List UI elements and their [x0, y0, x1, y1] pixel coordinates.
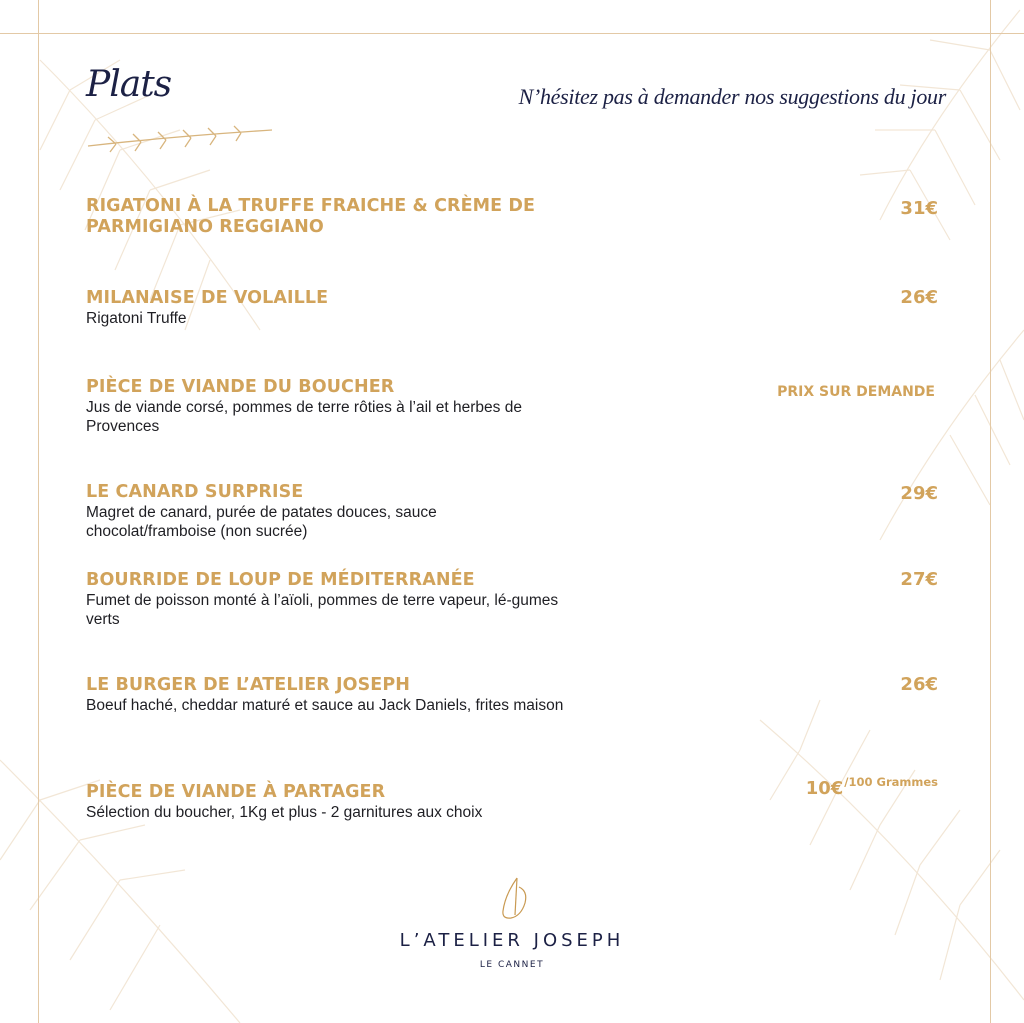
- menu-item: [86, 482, 646, 541]
- atelier-joseph-logo-icon: [495, 875, 531, 921]
- menu-item: [86, 288, 646, 328]
- menu-item-description: Sélection du boucher, 1Kg et plus - 2 garnitures aux choix: [86, 804, 483, 821]
- page-title: Plats: [86, 64, 172, 105]
- menu-item-price: 31€: [900, 198, 938, 219]
- menu-item-price: 29€: [900, 483, 938, 504]
- menu-item-price-value: 10€: [805, 778, 844, 799]
- menu-item-name: RIGATONI À LA TRUFFE FRAICHE & CRÈME DE PARMIGIANO REGGIANO: [86, 196, 536, 237]
- menu-item-description: Rigatoni Truffe: [86, 310, 187, 327]
- menu-item-description: Fumet de poisson monté à l’aïoli, pommes de terre vapeur, lé-gumes verts: [86, 592, 559, 628]
- menu-item-name: MILANAISE DE VOLAILLE: [86, 288, 329, 308]
- menu-item-price: 26€: [900, 287, 938, 308]
- menu-item: [86, 377, 646, 436]
- menu-item: [86, 196, 646, 238]
- menu-item-price: 26€: [900, 674, 938, 695]
- brand-name: L’ATELIER JOSEPH: [399, 930, 625, 951]
- menu-item-description: Magret de canard, purée de patates douces, sauce chocolat/framboise (non sucrée): [86, 504, 437, 540]
- menu-item-name: BOURRIDE DE LOUP DE MÉDITERRANÉE: [86, 570, 475, 590]
- menu-item-price-unit: /100 Grammes: [844, 775, 938, 789]
- menu-item-name: LE CANARD SURPRISE: [86, 482, 304, 502]
- frame-left-line: [38, 0, 39, 1023]
- menu-item-price: [806, 775, 938, 799]
- menu-item-name: PIÈCE DE VIANDE À PARTAGER: [86, 782, 386, 802]
- menu-item-price: 27€: [900, 569, 938, 590]
- brand-location: LE CANNET: [479, 960, 545, 970]
- menu-item-name: LE BURGER DE L’ATELIER JOSEPH: [86, 675, 411, 695]
- frame-right-line: [990, 0, 991, 1023]
- menu-item: [86, 570, 646, 629]
- menu-item: [86, 675, 646, 715]
- menu-item: [86, 782, 646, 822]
- menu-item-price: PRIX SUR DEMANDE: [777, 384, 935, 400]
- wheat-sprig-ornament: [86, 124, 276, 158]
- frame-top-line: [0, 33, 1024, 34]
- menu-item-description: Boeuf haché, cheddar maturé et sauce au Jack Daniels, frites maison: [86, 697, 564, 714]
- page-subtitle: N’hésitez pas à demander nos suggestions du jour: [518, 84, 946, 109]
- menu-item-description: Jus de viande corsé, pommes de terre rôties à l’ail et herbes de Provences: [86, 399, 522, 435]
- menu-item-name: PIÈCE DE VIANDE DU BOUCHER: [86, 377, 395, 397]
